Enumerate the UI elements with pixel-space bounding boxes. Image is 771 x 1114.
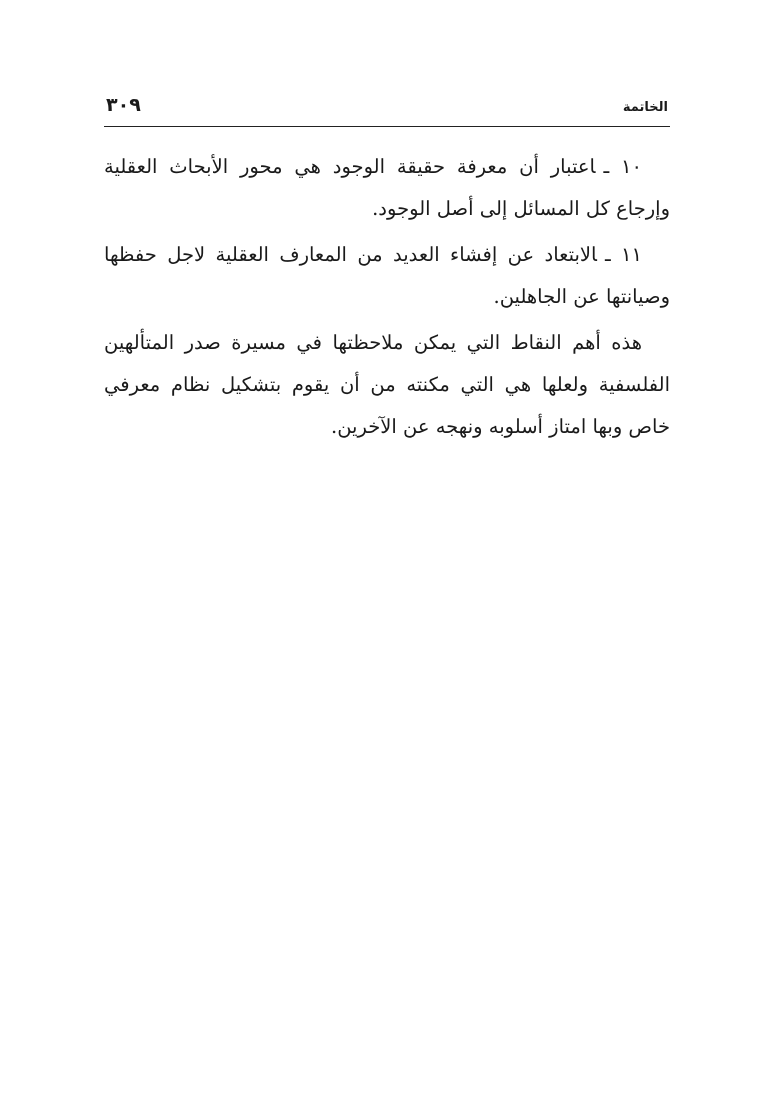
item-number: ١١ ـ	[604, 243, 642, 266]
body-text	[104, 146, 670, 452]
running-header	[104, 92, 670, 127]
paragraph-text: الابتعاد عن إفشاء العديد من المعارف العقلية لاجل حفظها وصيانتها عن الجاهلين.	[104, 243, 670, 308]
paragraph-conclusion	[104, 322, 670, 448]
paragraph-item-10	[104, 146, 670, 230]
paragraph-text: اعتبار أن معرفة حقيقة الوجود هي محور الأبحاث العقلية وإرجاع كل المسائل إلى أصل الوجود.	[104, 155, 670, 220]
page-number: ٣٠٩	[106, 94, 141, 116]
paragraph-item-11	[104, 234, 670, 318]
item-number: ١٠ ـ	[603, 155, 642, 178]
chapter-title: الخاتمة	[622, 100, 668, 115]
paragraph-text: هذه أهم النقاط التي يمكن ملاحظتها في مسيرة صدر المتألهين الفلسفية ولعلها هي التي مكنته من أن يقوم بتشكيل نظام معرفي خاص وبها امتاز أسلوبه ونهجه عن الآخرين.	[104, 331, 670, 438]
